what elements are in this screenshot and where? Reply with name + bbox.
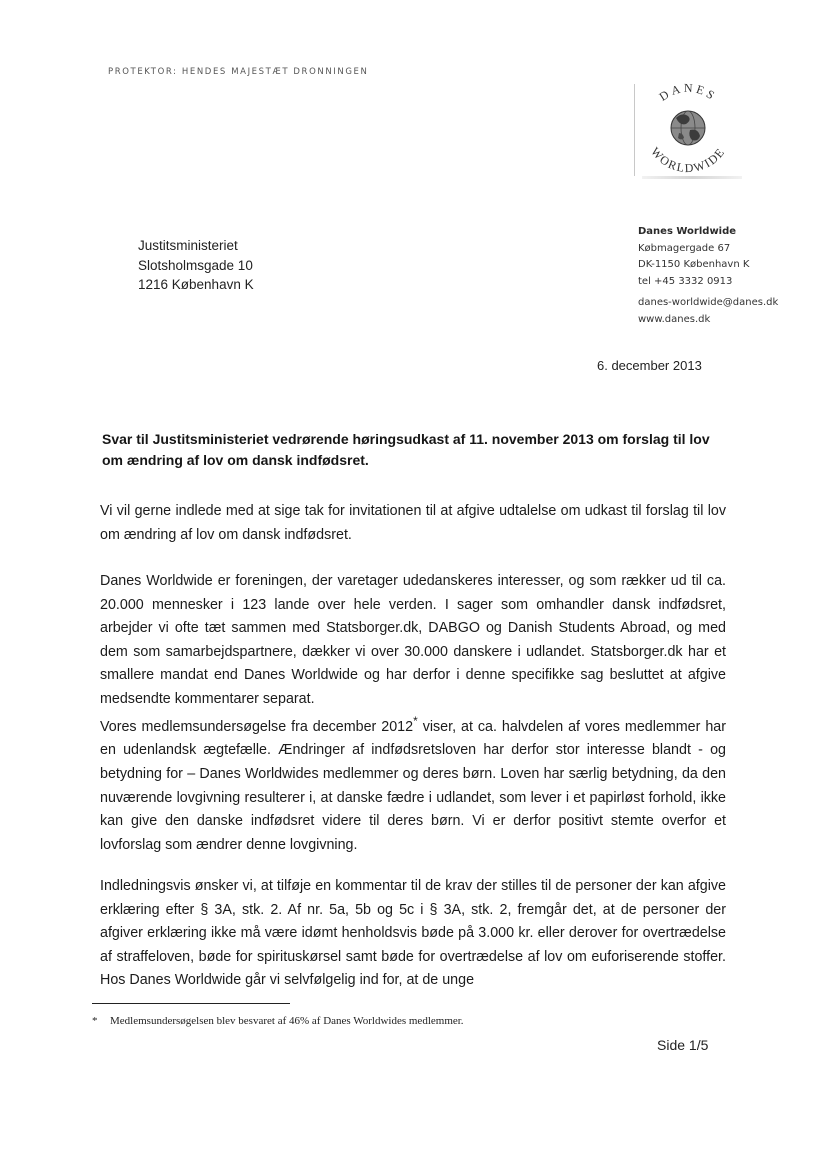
letter-subject: Svar til Justitsministeriet vedrørende høringsudkast af 11. november 2013 om forslag til lov om ændring af lov om dansk indfødsret. <box>102 431 710 468</box>
footnote <box>92 1015 464 1027</box>
letter-date: 6. december 2013 <box>597 358 702 373</box>
body-paragraph-4: Indledningsvis ønsker vi, at tilføje en kommentar til de krav der stilles til de personer der kan afgive erklæring efter § 3A, stk. 2. Af nr. 5a, 5b og 5c i § 3A, stk. 2, fremgår det, at de personer der afgiver erklæring ikke må være idømt henholdsvis bøde på 3.000 kr. eller derover for overtrædelse af straffeloven, bøde for spirituskørsel samt bøde for overtrædelse af lov om euforiserende stoffer. Hos Danes Worldwide går vi selvfølgelig ind for, at de unge <box>100 878 726 989</box>
recipient-city: 1216 København K <box>138 277 254 292</box>
svg-text:DANES <box>657 81 720 104</box>
svg-text:WORLDWIDE <box>648 144 728 175</box>
globe-icon <box>671 111 705 145</box>
logo-text-bottom: WORLDWIDE <box>648 144 728 176</box>
footnote-mark: * <box>92 1015 98 1027</box>
sender-street: Købmagergade 67 <box>638 242 731 254</box>
page-number: Side 1/5 <box>657 1037 709 1053</box>
footnote-divider <box>92 1003 290 1004</box>
logo-text-top: DANES <box>656 80 720 104</box>
sender-address <box>638 224 778 328</box>
protector-line: PROTEKTOR: HENDES MAJESTÆT DRONNINGEN <box>108 67 369 77</box>
sender-phone: tel +45 3332 0913 <box>638 275 733 287</box>
body-paragraph-1: Vi vil gerne indlede med at sige tak for invitationen til at afgive udtalelse om udkast til forslag til lov om ændring af lov om dansk indfødsret. <box>100 503 726 543</box>
sender-web: www.danes.dk <box>638 313 711 325</box>
sender-name: Danes Worldwide <box>638 226 737 237</box>
recipient-name: Justitsministeriet <box>138 238 238 253</box>
danes-worldwide-logo <box>632 78 744 182</box>
body-paragraph-2: Danes Worldwide er foreningen, der varetager udedanskeres interesser, og som rækker ud til ca. 20.000 mennesker i 123 lande over hele verden. I sager som omhandler dansk indfødsret, arbejder vi ofte tæt sammen med Statsborger.dk, DABGO og Danish Students Abroad, og med dem som samarbejdspartnere, dækker vi over 30.000 danskere i udlandet. Statsborger.dk har et smallere mandat end Danes Worldwide og har derfor i denne specifikke sag besluttet at afgive medsendte kommentarer separat. <box>100 573 726 707</box>
sender-email: danes-worldwide@danes.dk <box>638 297 779 308</box>
footnote-text: Medlemsundersøgelsen blev besvaret af 46% af Danes Worldwides medlemmer. <box>110 1015 464 1027</box>
sender-city: DK-1150 København K <box>638 259 750 270</box>
recipient-street: Slotsholmsgade 10 <box>138 257 253 273</box>
paragraph-3-start: Vores medlemsundersøgelse fra december 2012 <box>100 718 414 735</box>
paragraph-3-rest: viser, at ca. halvdelen af vores medlemmer har en udenlandsk ægtefælle. Ændringer af indfødsretsloven har derfor stor interesse blandt - og betydning for – Danes Worldwides medlemmer og deres børn. Loven har særlig betydning, da den nuværende lovgivning resulterer i, at danske fædre i udlandet, som lever i et papirløst forhold, ikke kan give den danske indfødsret videre til deres børn. Vi er derfor positivt stemte overfor et lovforslag som ændrer denne lovgivning. <box>100 718 726 853</box>
recipient-address <box>138 236 254 295</box>
logo-shadow <box>642 176 742 179</box>
body-paragraph-3 <box>100 710 726 857</box>
footnote-reference: * <box>413 714 418 728</box>
